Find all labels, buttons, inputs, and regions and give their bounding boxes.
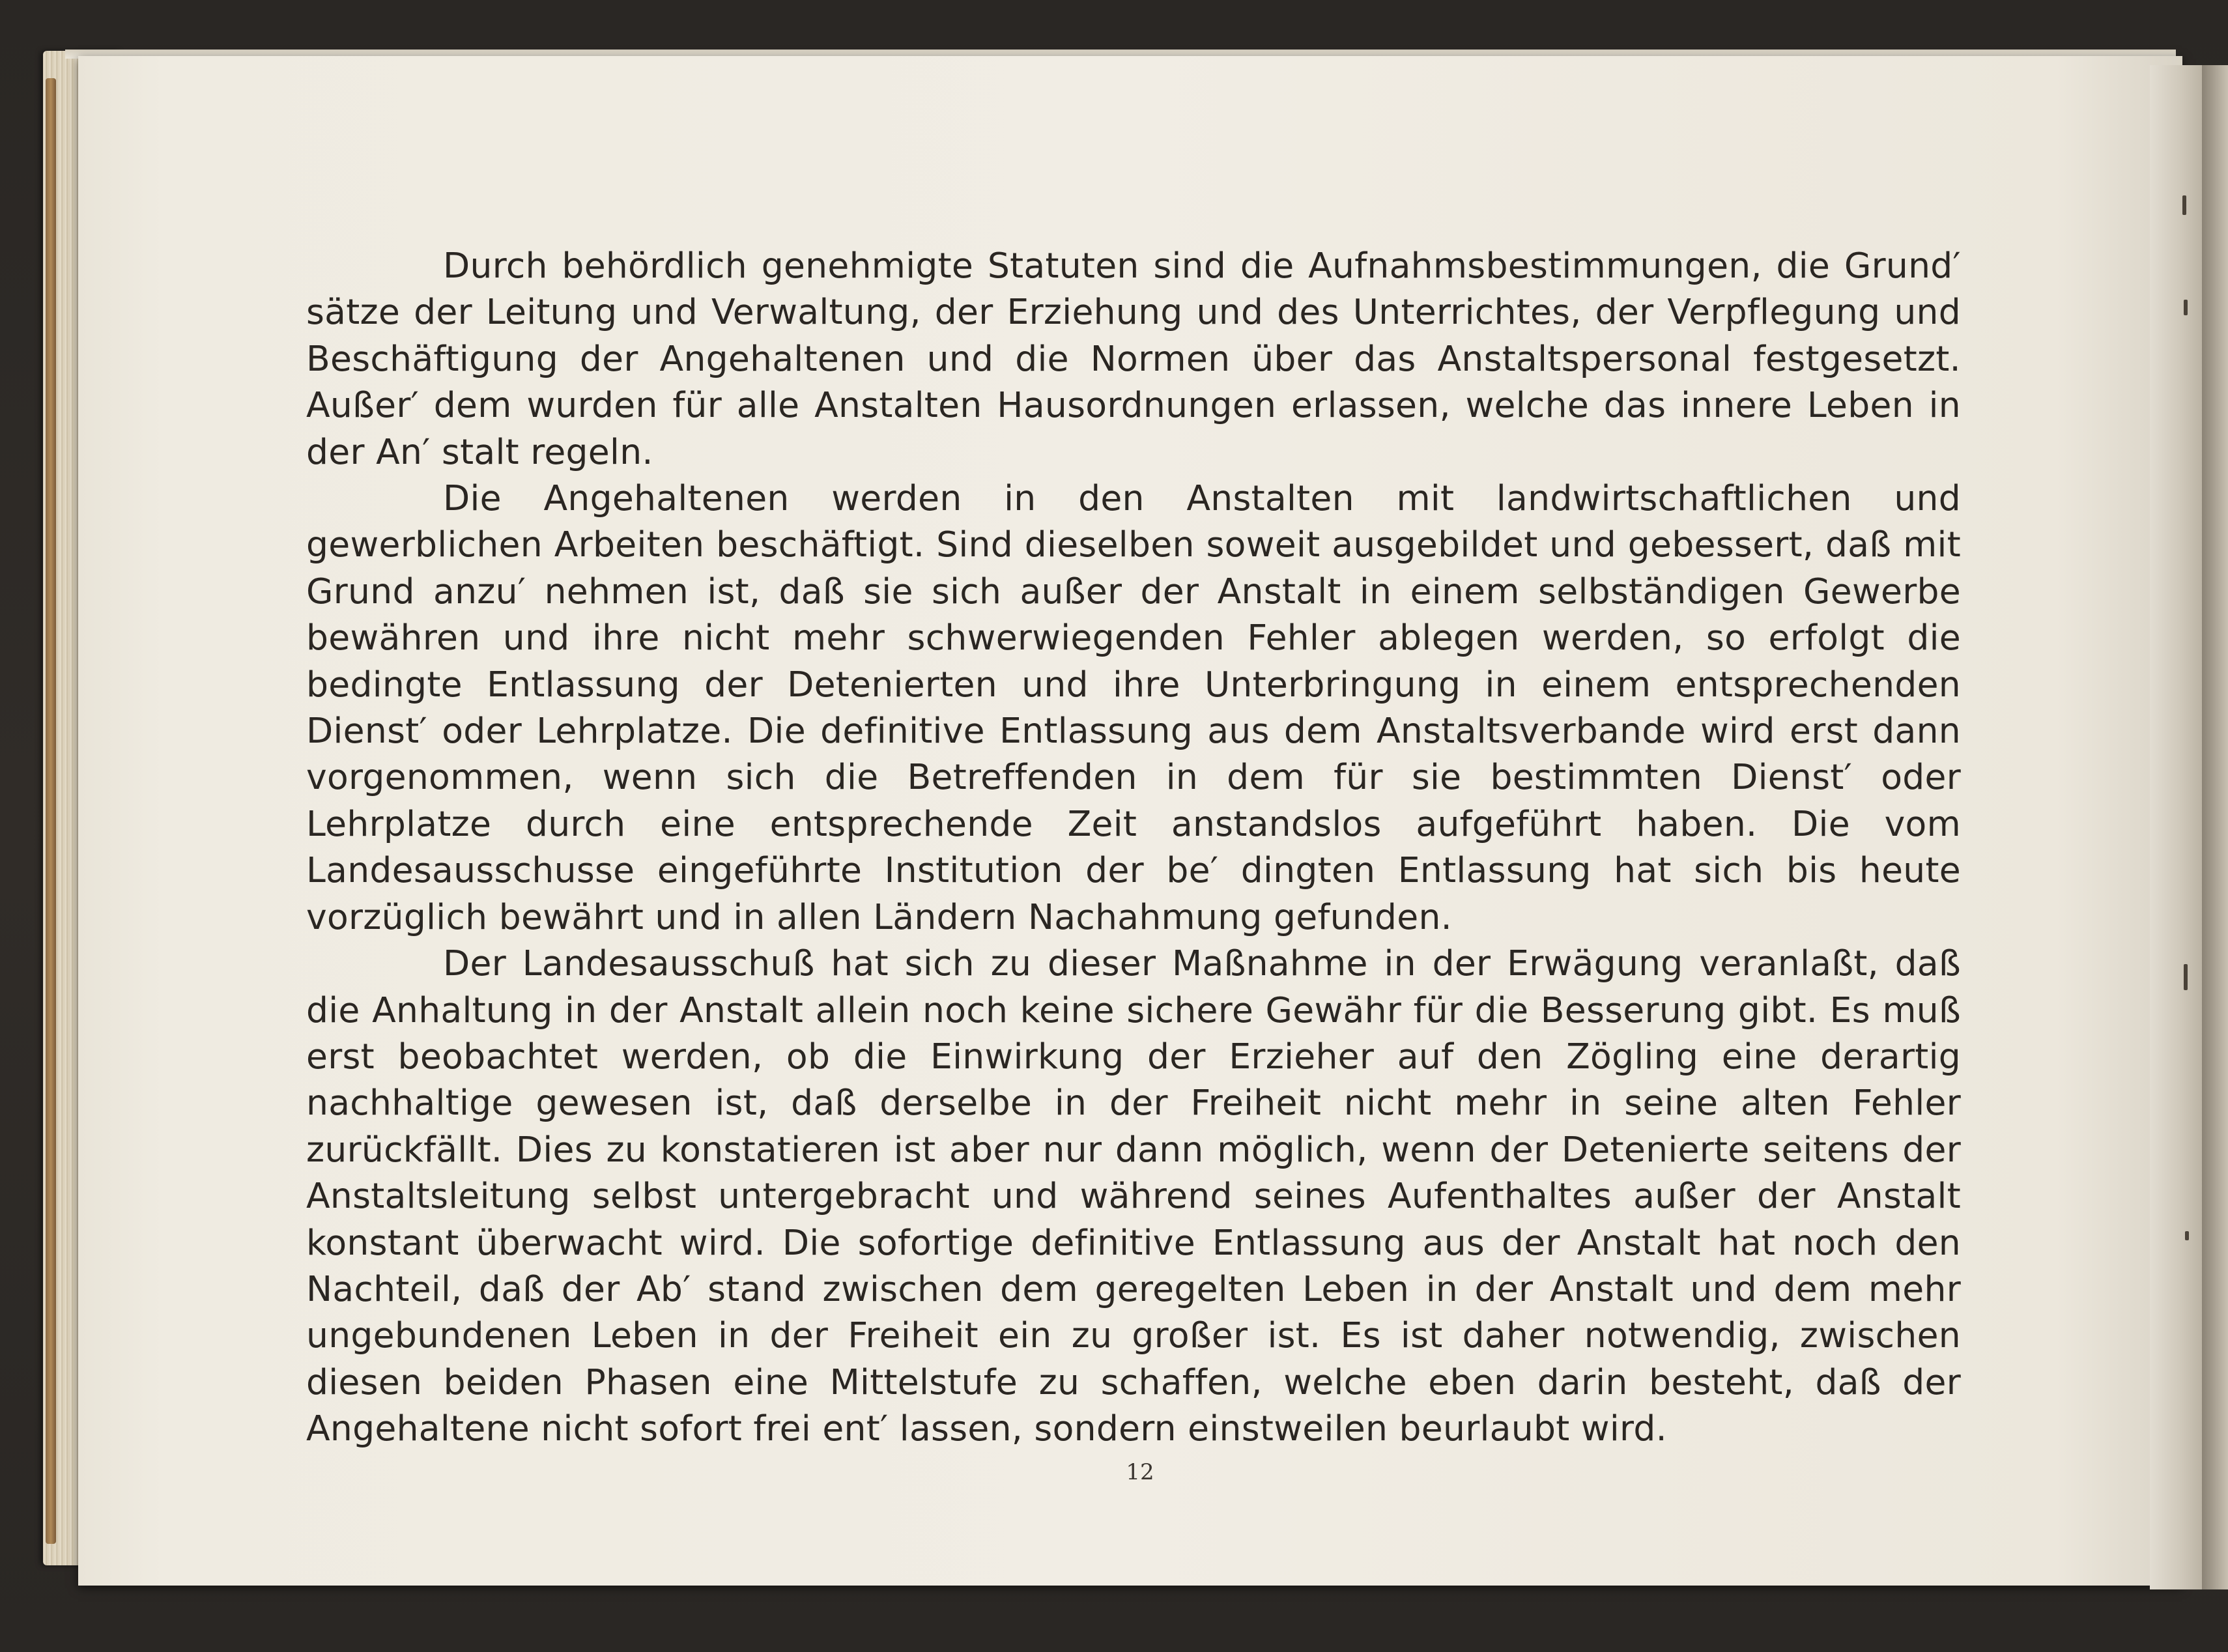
spine-mark	[2184, 964, 2188, 990]
page-number: 12	[1126, 1459, 1154, 1485]
paragraph-2: Die Angehaltenen werden in den Anstalten mit landwirtschaftlichen und gewerblichen Arbeiten beschäftigt. Sind dieselben soweit ausgebildet und gebessert, daß mit Grund anzu′ nehmen ist, daß sie sich außer der Anstalt in einem selbständigen Gewerbe bewähren und ihre nicht mehr schwerwiegenden Fehler ablegen werden, so erfolgt die bedingte Entlassung der Detenierten und ihre Unterbringung in einem entsprechenden Dienst′ oder Lehrplatze. Die definitive Entlassung aus dem Anstaltsverbande wird erst dann vorgenommen, wenn sich die Betreffenden in dem für sie bestimmten Dienst′ oder Lehrplatze durch eine entsprechende Zeit anstandslos aufgeführt haben. Die vom Landesausschusse eingeführte Institution der be′ dingten Entlassung hat sich bis heute vorzüglich bewährt und in allen Ländern Nachahmung gefunden.	[306, 477, 1961, 937]
spine-mark	[2184, 300, 2188, 315]
facing-page-edge	[2202, 65, 2228, 1589]
paragraph-1: Durch behördlich genehmigte Statuten sind die Aufnahmsbestimmungen, die Grund′ sätze der Leitung und Verwaltung, der Erziehung und des Unterrichtes, der Verpflegung und Beschäftigung der Angehaltenen und die Normen über das Anstaltspersonal festgesetzt. Außer′ dem wurden für alle Anstalten Hausordnungen erlassen, welche das innere Leben in der An′ stalt regeln.	[306, 245, 1961, 472]
paragraph-3: Der Landesausschuß hat sich zu dieser Maßnahme in der Erwägung veranlaßt, daß die Anhaltung in der Anstalt allein noch keine sichere Gewähr für die Besserung gibt. Es muß erst beobachtet werden, ob die Einwirkung der Erzieher auf den Zögling eine derartig nachhaltige gewesen ist, daß derselbe in der Freiheit nicht mehr in seine alten Fehler zurückfällt. Dies zu konstatieren ist aber nur dann möglich, wenn der Detenierte seitens der Anstaltsleitung selbst untergebracht und während seines Aufenthaltes außer der Anstalt konstant überwacht wird. Die sofortige definitive Entlassung aus der Anstalt hat noch den Nachteil, daß der Ab′ stand zwischen dem geregelten Leben in der Anstalt und dem mehr ungebundenen Leben in der Freiheit ein zu großer ist. Es ist daher notwendig, zwischen diesen beiden Phasen eine Mittelstufe zu schaffen, welche eben darin besteht, daß der Angehaltene nicht sofort frei ent′ lassen, sondern einstweilen beurlaubt wird.	[306, 943, 1961, 1449]
spine-mark	[2182, 195, 2186, 215]
book-cover-edge	[46, 78, 56, 1544]
body-text	[306, 242, 1961, 1452]
spine-mark	[2185, 1231, 2189, 1240]
